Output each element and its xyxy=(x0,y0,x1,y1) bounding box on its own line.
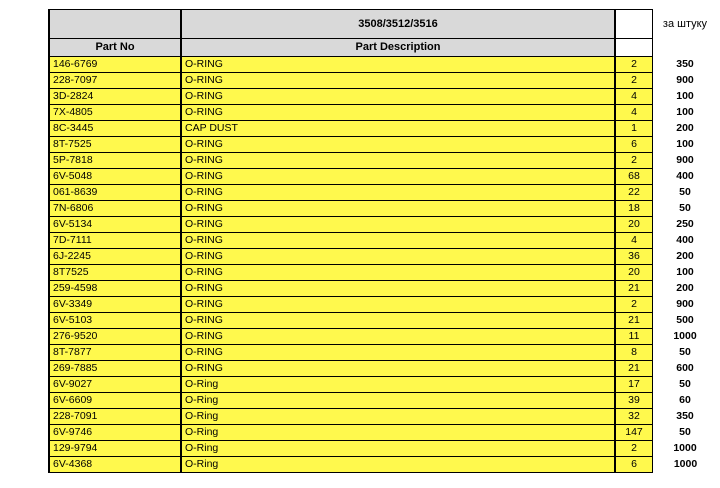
model-header[interactable]: 3508/3512/3516 xyxy=(181,10,615,39)
part-description-cell[interactable]: O-Ring xyxy=(181,441,615,457)
table-row xyxy=(49,393,718,409)
table-row xyxy=(49,281,718,297)
part-no-cell[interactable]: 6V-4368 xyxy=(49,457,181,473)
part-no-cell[interactable]: 6V-9027 xyxy=(49,377,181,393)
part-description-cell[interactable]: O-RING xyxy=(181,185,615,201)
quantity-cell[interactable]: 22 xyxy=(615,185,653,201)
table-row xyxy=(49,265,718,281)
table-row xyxy=(49,121,718,137)
price-cell[interactable]: 500 xyxy=(676,314,694,326)
table-row xyxy=(49,313,718,329)
part-description-cell[interactable]: O-RING xyxy=(181,233,615,249)
table-row xyxy=(49,361,718,377)
quantity-cell[interactable]: 4 xyxy=(615,233,653,249)
part-no-cell[interactable]: 129-9794 xyxy=(49,441,181,457)
quantity-cell[interactable]: 21 xyxy=(615,313,653,329)
table-row xyxy=(49,233,718,249)
quantity-cell[interactable]: 1 xyxy=(615,121,653,137)
part-description-cell[interactable]: O-RING xyxy=(181,89,615,105)
table-row xyxy=(49,185,718,201)
part-description-cell[interactable]: O-RING xyxy=(181,297,615,313)
quantity-cell[interactable]: 32 xyxy=(615,409,653,425)
price-cell[interactable]: 900 xyxy=(676,154,694,166)
quantity-cell[interactable]: 4 xyxy=(615,105,653,121)
quantity-cell[interactable]: 4 xyxy=(615,89,653,105)
part-no-cell[interactable]: 6V-6609 xyxy=(49,393,181,409)
part-no-cell[interactable]: 146-6769 xyxy=(49,57,181,73)
table-row xyxy=(49,249,718,265)
quantity-cell[interactable]: 39 xyxy=(615,393,653,409)
quantity-cell[interactable]: 2 xyxy=(615,153,653,169)
part-description-cell[interactable]: O-Ring xyxy=(181,377,615,393)
parts-table-body xyxy=(49,10,718,473)
quantity-cell[interactable]: 2 xyxy=(615,57,653,73)
qty-header-empty[interactable] xyxy=(615,39,653,57)
header-row-columns xyxy=(49,39,718,57)
quantity-cell[interactable]: 147 xyxy=(615,425,653,441)
quantity-cell[interactable]: 2 xyxy=(615,441,653,457)
part-no-cell[interactable]: 8C-3445 xyxy=(49,121,181,137)
part-description-header[interactable]: Part Description xyxy=(181,39,615,57)
part-description-cell[interactable]: O-RING xyxy=(181,265,615,281)
table-row xyxy=(49,457,718,473)
quantity-cell[interactable]: 18 xyxy=(615,201,653,217)
part-no-cell[interactable]: 6V-3349 xyxy=(49,297,181,313)
table-row xyxy=(49,329,718,345)
quantity-cell[interactable]: 6 xyxy=(615,137,653,153)
part-no-cell[interactable]: 7D-7111 xyxy=(49,233,181,249)
table-row xyxy=(49,105,718,121)
part-no-header[interactable]: Part No xyxy=(49,39,181,57)
price-cell[interactable]: 60 xyxy=(679,394,691,406)
quantity-cell[interactable]: 8 xyxy=(615,345,653,361)
part-no-cell[interactable]: 3D-2824 xyxy=(49,89,181,105)
price-cell[interactable]: 50 xyxy=(679,186,691,198)
part-no-cell[interactable]: 8T7525 xyxy=(49,265,181,281)
table-row xyxy=(49,73,718,89)
price-cell[interactable]: 400 xyxy=(676,170,694,182)
price-cell[interactable]: 200 xyxy=(676,250,694,262)
table-row xyxy=(49,377,718,393)
part-description-cell[interactable]: O-RING xyxy=(181,153,615,169)
part-description-cell[interactable]: O-RING xyxy=(181,137,615,153)
part-description-cell[interactable]: O-RING xyxy=(181,249,615,265)
price-header-empty xyxy=(653,39,719,57)
part-no-cell[interactable]: 061-8639 xyxy=(49,185,181,201)
quantity-cell[interactable]: 21 xyxy=(615,281,653,297)
quantity-cell[interactable]: 68 xyxy=(615,169,653,185)
part-description-cell[interactable]: O-Ring xyxy=(181,425,615,441)
table-row xyxy=(49,345,718,361)
header-cell-qty-empty[interactable] xyxy=(615,10,653,39)
part-description-cell[interactable]: O-RING xyxy=(181,73,615,89)
part-description-cell[interactable]: O-RING xyxy=(181,281,615,297)
part-no-cell[interactable]: 8T-7877 xyxy=(49,345,181,361)
part-no-cell[interactable]: 6V-5103 xyxy=(49,313,181,329)
quantity-cell[interactable]: 20 xyxy=(615,265,653,281)
part-description-cell[interactable]: O-RING xyxy=(181,201,615,217)
part-no-cell[interactable]: 228-7097 xyxy=(49,73,181,89)
table-row xyxy=(49,297,718,313)
part-description-cell[interactable]: O-Ring xyxy=(181,409,615,425)
table-row xyxy=(49,217,718,233)
table-row xyxy=(49,57,718,73)
price-cell[interactable]: 1000 xyxy=(673,458,698,470)
part-no-cell[interactable]: 228-7091 xyxy=(49,409,181,425)
part-no-cell[interactable]: 259-4598 xyxy=(49,281,181,297)
part-no-cell[interactable]: 269-7885 xyxy=(49,361,181,377)
price-cell[interactable]: 100 xyxy=(676,266,694,278)
quantity-cell[interactable]: 36 xyxy=(615,249,653,265)
part-description-cell[interactable]: O-RING xyxy=(181,217,615,233)
quantity-cell[interactable]: 6 xyxy=(615,457,653,473)
price-cell[interactable]: 50 xyxy=(679,346,691,358)
part-no-cell[interactable]: 6V-5048 xyxy=(49,169,181,185)
quantity-cell[interactable]: 11 xyxy=(615,329,653,345)
price-cell[interactable]: 200 xyxy=(676,122,694,134)
part-no-cell[interactable]: 8T-7525 xyxy=(49,137,181,153)
price-cell[interactable]: 250 xyxy=(676,218,694,230)
part-description-cell[interactable]: O-RING xyxy=(181,57,615,73)
part-no-cell[interactable]: 7N-6806 xyxy=(49,201,181,217)
quantity-cell[interactable]: 2 xyxy=(615,297,653,313)
price-cell[interactable]: 600 xyxy=(676,362,694,374)
part-no-cell[interactable]: 6J-2245 xyxy=(49,249,181,265)
table-row xyxy=(49,425,718,441)
part-description-cell[interactable]: O-RING xyxy=(181,345,615,361)
part-description-cell[interactable]: O-RING xyxy=(181,313,615,329)
price-cell[interactable]: 900 xyxy=(676,298,694,310)
price-cell[interactable]: 900 xyxy=(676,74,694,86)
price-cell[interactable]: 100 xyxy=(676,90,694,102)
part-description-cell[interactable]: O-RING xyxy=(181,105,615,121)
quantity-cell[interactable]: 20 xyxy=(615,217,653,233)
header-row-model xyxy=(49,10,718,39)
table-row xyxy=(49,153,718,169)
price-note-header[interactable]: за штуку xyxy=(662,17,708,30)
header-cell-empty[interactable] xyxy=(49,10,181,39)
quantity-cell[interactable]: 17 xyxy=(615,377,653,393)
part-description-cell[interactable]: O-RING xyxy=(181,329,615,345)
price-cell[interactable]: 1000 xyxy=(673,442,697,454)
price-cell[interactable]: 50 xyxy=(679,202,691,214)
price-cell[interactable]: 350 xyxy=(676,410,694,422)
price-cell[interactable]: 50 xyxy=(679,378,691,390)
price-cell[interactable]: 100 xyxy=(676,138,694,150)
price-cell[interactable]: 200 xyxy=(676,282,694,294)
price-cell[interactable]: 100 xyxy=(676,106,694,118)
table-row xyxy=(49,89,718,105)
quantity-cell[interactable]: 21 xyxy=(615,361,653,377)
part-no-cell[interactable]: 6V-5134 xyxy=(49,217,181,233)
part-no-cell[interactable]: 276-9520 xyxy=(49,329,181,345)
parts-table xyxy=(48,9,719,473)
part-description-cell[interactable]: O-RING xyxy=(181,361,615,377)
table-row xyxy=(49,201,718,217)
table-row xyxy=(49,441,718,457)
part-no-cell[interactable]: 5P-7818 xyxy=(49,153,181,169)
table-row xyxy=(49,169,718,185)
table-row xyxy=(49,409,718,425)
table-row xyxy=(49,137,718,153)
price-cell[interactable]: 400 xyxy=(676,234,694,246)
price-cell[interactable]: 350 xyxy=(676,58,694,70)
price-cell[interactable]: 1000 xyxy=(673,330,697,342)
price-cell[interactable]: 50 xyxy=(679,426,691,438)
part-description-cell[interactable]: CAP DUST xyxy=(181,121,615,137)
part-no-cell[interactable]: 7X-4805 xyxy=(49,105,181,121)
quantity-cell[interactable]: 2 xyxy=(615,73,653,89)
part-description-cell[interactable]: O-Ring xyxy=(181,393,615,409)
part-description-cell[interactable]: O-Ring xyxy=(181,457,615,473)
part-description-cell[interactable]: O-RING xyxy=(181,169,615,185)
part-no-cell[interactable]: 6V-9746 xyxy=(49,425,181,441)
